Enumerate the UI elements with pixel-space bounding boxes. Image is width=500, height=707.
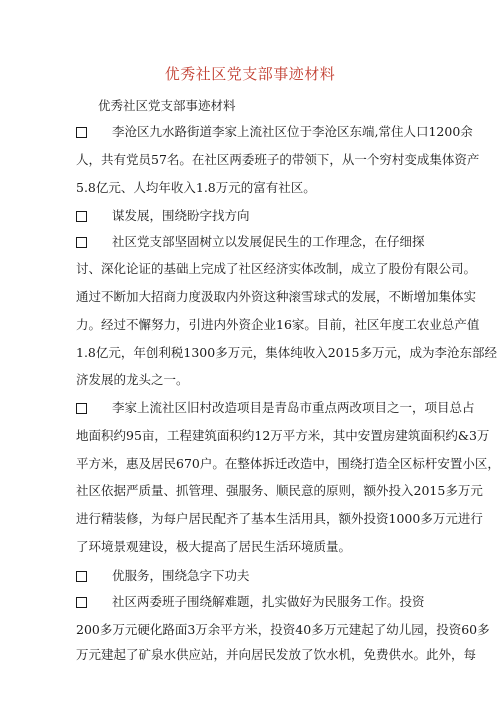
section-heading: 谋发展，围绕盼字找方向: [112, 208, 250, 223]
text-line: 地面积约95亩，工程建筑面积约12万平方米，其中安置房建筑面积约&3万: [76, 428, 490, 443]
checkbox-icon: [76, 211, 87, 222]
subtitle: 优秀社区党支部事迹材料: [98, 98, 236, 113]
text-line: 1.8亿元，年创利税1300多万元，集体纯收入2015多万元，成为李沧东部经: [76, 345, 498, 360]
text-line: 通过不断加大招商力度汲取内外资这种滚雪球式的发展，不断增加集体实: [76, 289, 477, 304]
checkbox-icon: [76, 127, 87, 138]
text-line: 人，共有党员57名。在社区两委班子的带领下，从一个穷村变成集体资产: [76, 152, 480, 167]
text-line: 社区两委班子围绕解难题，扎实做好为民服务工作。投资: [112, 594, 425, 609]
text-line: 济发展的龙头之一。: [76, 372, 189, 387]
text-line: 进行精装修，为每户居民配齐了基本生活用具，额外投资1000多万元进行: [76, 511, 483, 526]
checkbox-icon: [76, 403, 87, 414]
text-line: 李沧区九水路街道李家上流社区位于李沧区东端,常住人口1200余: [112, 124, 473, 139]
text-line: 力。经过不懈努力，引进内外资企业16家。目前，社区年度工农业总产值: [76, 317, 480, 332]
text-line: 社区党支部坚固树立以发展促民生的工作理念，在仔细探: [112, 234, 425, 249]
text-line: 讨、深化论证的基础上完成了社区经济实体改制，成立了股份有限公司。: [76, 261, 477, 276]
section-heading: 优服务，围绕急字下功夫: [112, 568, 250, 583]
text-line: 5.8亿元、人均年收入1.8万元的富有社区。: [76, 180, 316, 195]
checkbox-icon: [76, 571, 87, 582]
document-title: 优秀社区党支部事迹材料: [164, 65, 336, 83]
text-line: 万元建起了矿泉水供应站，并向居民发放了饮水机，免费供水。此外，每: [76, 647, 477, 662]
text-line: 200多万元硬化路面3万余平方米，投资40多万元建起了幼儿园，投资60多: [76, 622, 490, 637]
text-line: 平方米，惠及居民670户。在整体拆迁改造中，围绕打造全区标杆安置小区，: [76, 456, 500, 471]
text-line: 李家上流社区旧村改造项目是青岛市重点两改项目之一，项目总占: [112, 400, 475, 415]
checkbox-icon: [76, 597, 87, 608]
text-line: 了环境景观建设，极大提高了居民生活环境质量。: [76, 539, 352, 554]
checkbox-icon: [76, 237, 87, 248]
text-line: 社区依据严质量、抓管理、强服务、顺民意的原则，额外投入2015多万元: [76, 483, 483, 498]
